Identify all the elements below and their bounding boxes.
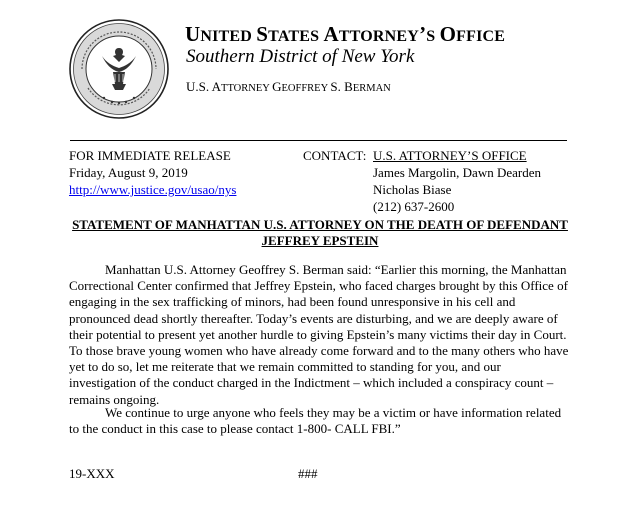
office-title (185, 22, 505, 47)
attorney-line-part: ERMAN (352, 83, 391, 94)
justice-gov-link[interactable]: http://www.justice.gov/usao/nys (69, 182, 237, 197)
end-mark: ### (298, 466, 318, 481)
headline (60, 217, 580, 249)
statement-paragraph-1: Manhattan U.S. Attorney Geoffrey S. Berman said: “Earlier this morning, the Manhattan Correctional Center confirmed that Jeffrey Epstein, who faced charges brought by this Office of engaging in the sex trafficking of minors, had been found unresponsive in his cell and pronounced dead shortly thereafter. Today’s events are disturbing, and we are deeply aware of their potential to present yet another hurdle to giving Epstein’s many victims their day in Court. To those brave young women who have already come forward and to the many others who have yet to do so, let me reiterate that we remain committed to standing for you, and our investigation of the conduct charged in the Indictment – which included a conspiracy count – remains ongoing. (69, 262, 569, 407)
district-name: Southern District of New York (186, 46, 415, 67)
office-title-part: S (256, 22, 269, 46)
headline-line-2: JEFFREY EPSTEIN (261, 233, 379, 248)
contact-office: U.S. ATTORNEY’S OFFICE (373, 148, 527, 163)
statement-paragraph-2: We continue to urge anyone who feels they may be a victim or have information related to the conduct in this case to please contact 1-800- CALL FBI.” (69, 405, 562, 437)
contact-phone: (212) 637-2600 (373, 199, 455, 214)
office-title-part: S (426, 28, 440, 45)
attorney-line-part: EOFFREY (281, 83, 331, 94)
release-info (69, 147, 236, 198)
attorney-name-line (186, 79, 391, 95)
contact-lines (373, 147, 541, 215)
attorney-line-part: TTORNEY (221, 83, 273, 94)
header-divider (70, 140, 567, 141)
contact-label: CONTACT: (303, 148, 367, 163)
attorney-line-part: U.S. A (186, 79, 222, 94)
office-title-part: O (439, 22, 457, 46)
headline-line-1: STATEMENT OF MANHATTAN U.S. ATTORNEY ON THE DEATH OF DEFENDANT (72, 217, 568, 232)
document-number: 19-XXX (69, 466, 115, 481)
office-title-part: A (323, 22, 339, 46)
office-title-part: TTORNEY (338, 28, 420, 45)
department-of-justice-seal-icon (68, 18, 170, 120)
office-title-part: NITED (200, 28, 257, 45)
contact-names-1: James Margolin, Dawn Dearden (373, 165, 541, 180)
office-title-part: TATES (268, 28, 324, 45)
office-title-part: U (185, 22, 201, 46)
attorney-line-part: G (272, 79, 282, 94)
contact-names-2: Nicholas Biase (373, 182, 452, 197)
office-title-part: FFICE (456, 28, 506, 45)
release-label: FOR IMMEDIATE RELEASE (69, 148, 231, 163)
attorney-line-part: S. B (330, 79, 353, 94)
office-title-part: ’ (419, 22, 427, 46)
release-date: Friday, August 9, 2019 (69, 165, 188, 180)
